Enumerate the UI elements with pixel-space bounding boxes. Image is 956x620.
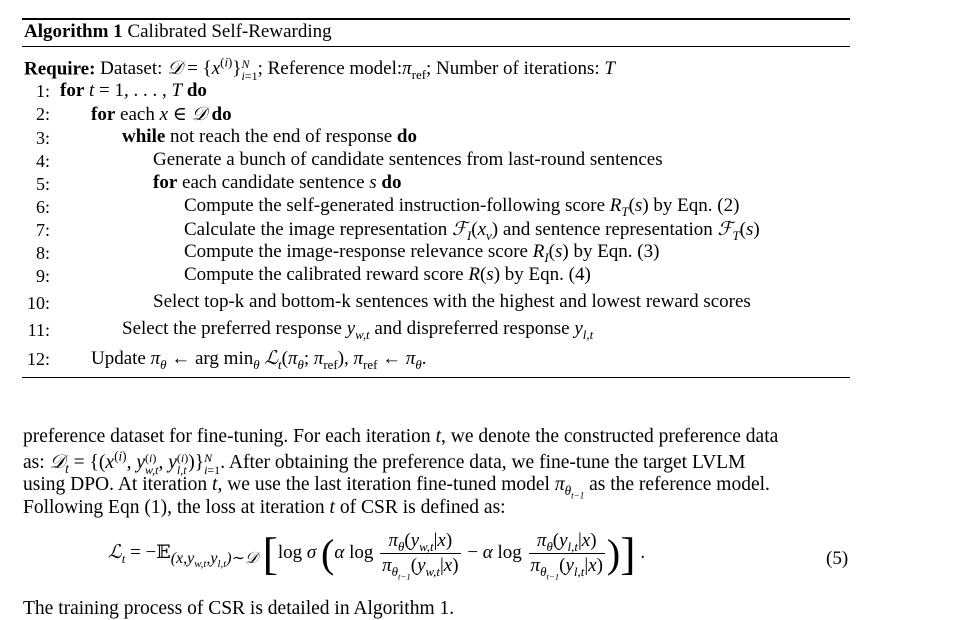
algo-line-8: Compute the image-response relevance score $R_I(s)$ by Eqn. (3) bbox=[184, 241, 660, 265]
algo-line-2: for each x ∈ 𝒟 do bbox=[91, 104, 232, 125]
paragraph-line-4: Following Eqn (1), the loss at iteration t of CSR is defined as: bbox=[23, 497, 506, 518]
line-number-5: 5: bbox=[35, 174, 50, 194]
paragraph-line-3: using DPO. At iteration t, we use the last iteration fine-tuned model $\pi_{\theta_{t-1}}$ as the reference model. bbox=[23, 474, 770, 501]
algorithm-label: Algorithm 1 bbox=[24, 21, 123, 42]
algo-line-6: Compute the self-generated instruction-following score $R_T(s)$ by Eqn. (2) bbox=[184, 195, 740, 219]
line-text: not reach the end of response bbox=[170, 126, 393, 147]
bottom-rule bbox=[22, 377, 850, 378]
keyword: while bbox=[122, 126, 166, 147]
line-number-1: 1: bbox=[35, 81, 50, 101]
keyword: for bbox=[91, 104, 116, 125]
algo-line-1: for t = 1, . . . , T do bbox=[60, 80, 207, 101]
require-keyword: Require: bbox=[24, 58, 96, 80]
line-number-10: 10: bbox=[26, 293, 50, 313]
loss-equation: ℒ$_t$ = −𝔼$_{(x,y_{w,t},y_{l,t})\sim 𝒟}$ [log σ (α log $\frac{\pi_\theta(y_{w,t}|x)}{\pi_{\theta_{t-1}}(y_{w,t}|x)}$ − α log $\frac{\pi_\theta(y_{l,t}|x)}{\pi_{\theta_{t-1}}(y_{l,t}|x)}$ )] . bbox=[108, 528, 646, 582]
equation-number: (5) bbox=[826, 548, 849, 569]
keyword: do bbox=[186, 80, 207, 101]
keyword: do bbox=[381, 172, 402, 193]
line-number-12: 12: bbox=[26, 349, 50, 369]
algo-line-7: Calculate the image representation $ℱ_I(x_v)$ and sentence representation ℱ$_T$(s) bbox=[184, 219, 760, 243]
line-number-7: 7: bbox=[35, 220, 50, 240]
fraction-dispreferred: $\frac{\pi_\theta(y_{l,t}|x)}{\pi_{\theta_{t-1}}(y_{l,t}|x)}$ bbox=[530, 530, 603, 582]
fraction-preferred: $\frac{\pi_\theta(y_{w,t}|x)}{\pi_{\theta_{t-1}}(y_{w,t}|x)}$ bbox=[382, 530, 459, 582]
algo-line-12: Update $\pi_\theta$ ← arg $\min_\theta$ $ℒ_t(\pi_\theta$; $\pi_{ref}$), $\pi_{ref}$ ← $\pi_\theta$. bbox=[91, 348, 427, 372]
paragraph-line-1: preference dataset for fine-tuning. For each iteration t, we denote the constructed preference data bbox=[23, 426, 779, 447]
algorithm-name: Calibrated Self-Rewarding bbox=[127, 21, 332, 42]
algo-line-5: for each candidate sentence s do bbox=[153, 172, 402, 193]
algo-line-4: Generate a bunch of candidate sentences from last-round sentences bbox=[153, 149, 663, 170]
algo-line-3 bbox=[122, 126, 417, 148]
paragraph-footer-partial: The training process of CSR is detailed in Algorithm 1. bbox=[23, 598, 455, 619]
line-number-8: 8: bbox=[35, 243, 50, 263]
line-number-4: 4: bbox=[35, 151, 50, 171]
line-number-3: 3: bbox=[35, 128, 50, 148]
line-number-11: 11: bbox=[27, 320, 50, 340]
algorithm-title bbox=[24, 21, 332, 43]
top-rule bbox=[22, 18, 850, 20]
require-text: Dataset: 𝒟 = $\{x^{(i)}\}$ N i=1 ; Reference $model:\pi_{ref}$; Number of iterations: T bbox=[100, 55, 615, 83]
line-number-2: 2: bbox=[35, 104, 50, 124]
title-rule bbox=[22, 46, 850, 47]
algo-line-11: Select the preferred response $y_{w,t}$ and dispreferred response $y_{l,t}$ bbox=[122, 318, 594, 342]
paragraph-line-2: as: 𝒟$_t$ = {($x^{(i)}$, y (i) w,t , y (i) l,t )} N i=1 . After obtaining the preference data, we fine-tune the target LVLM bbox=[23, 448, 746, 477]
keyword: do bbox=[211, 104, 232, 125]
require-line bbox=[24, 55, 615, 83]
keyword: for bbox=[153, 172, 178, 193]
line-number-9: 9: bbox=[35, 266, 50, 286]
algo-line-10: Select top-k and bottom-k sentences with the highest and lowest reward scores bbox=[153, 291, 751, 312]
line-number-6: 6: bbox=[35, 197, 50, 217]
algo-line-9: Compute the calibrated reward score R(s) by Eqn. (4) bbox=[184, 264, 591, 285]
keyword: for bbox=[60, 80, 85, 101]
keyword: do bbox=[396, 126, 417, 147]
